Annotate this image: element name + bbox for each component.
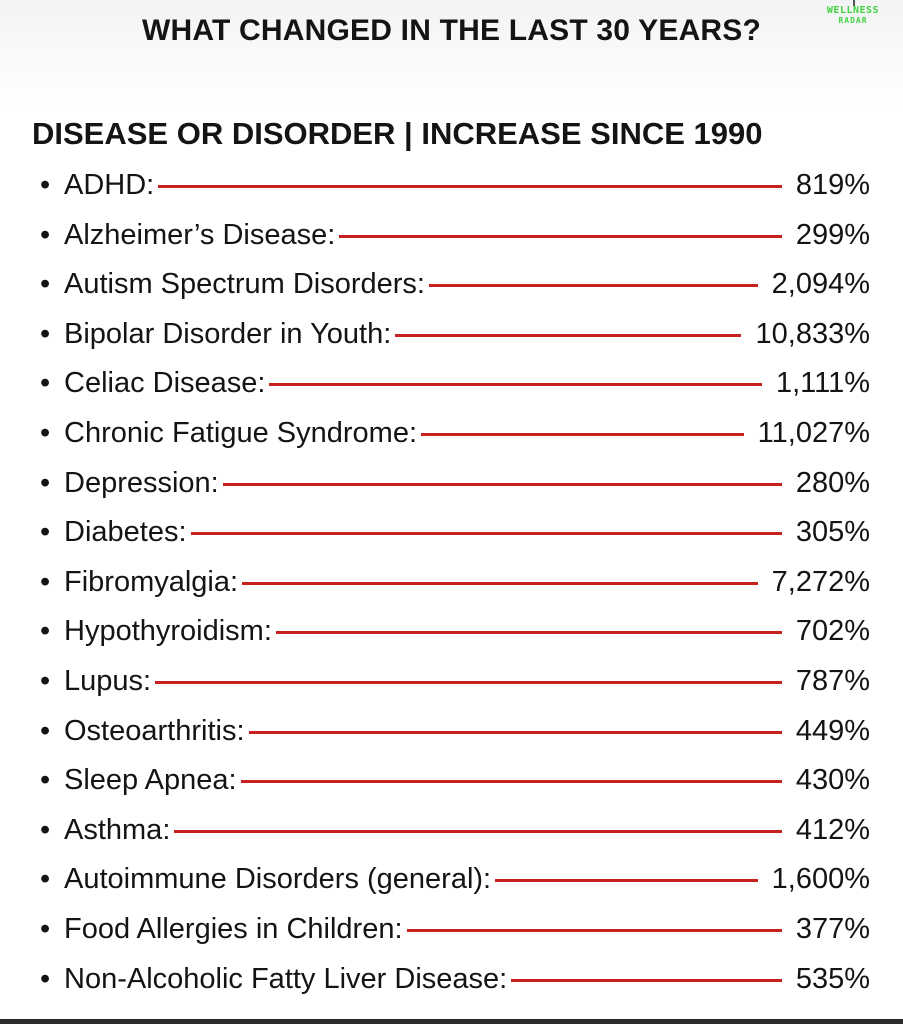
disease-label: Asthma: [64, 813, 171, 846]
leader-line [429, 284, 758, 287]
list-item [40, 408, 870, 458]
disease-label: Alzheimer’s Disease: [64, 218, 336, 251]
bullet-mark: • [40, 466, 51, 499]
increase-value: 10,833% [755, 317, 870, 350]
list-item [40, 309, 870, 359]
list-item [40, 904, 870, 954]
list-item [40, 210, 870, 260]
increase-value: 299% [795, 218, 870, 251]
disease-label: Autoimmune Disorders (general): [64, 863, 492, 896]
bullet-mark: • [40, 516, 51, 549]
leader-line [421, 433, 744, 436]
disease-label: Depression: [64, 466, 219, 499]
leader-line [511, 979, 782, 982]
bullet-mark: • [40, 565, 51, 598]
bullet-mark: • [40, 913, 51, 945]
disease-label: Sleep Apnea: [64, 764, 237, 797]
bullet-mark: • [40, 317, 51, 350]
increase-value: 7,272% [771, 565, 870, 598]
disease-label: Diabetes: [64, 516, 187, 549]
leader-line [339, 235, 782, 238]
leader-line [223, 483, 782, 486]
page-title: WHAT CHANGED IN THE LAST 30 YEARS? [141, 14, 762, 47]
brand-logo [812, 6, 894, 36]
leader-line [158, 185, 782, 188]
disease-label: Non-Alcoholic Fatty Liver Disease: [64, 962, 508, 995]
leader-line [191, 532, 782, 535]
increase-value: 11,027% [757, 417, 870, 449]
list-item [40, 557, 870, 607]
bullet-mark: • [40, 863, 51, 896]
leader-line [395, 334, 741, 337]
disease-label: Hypothyroidism: [64, 615, 272, 648]
disease-label: ADHD: [64, 169, 155, 201]
leader-line [276, 631, 782, 634]
increase-value: 702% [795, 615, 870, 648]
leader-line [174, 830, 782, 833]
bullet-mark: • [40, 367, 51, 400]
increase-value: 787% [795, 665, 870, 697]
increase-value: 377% [795, 913, 870, 945]
increase-value: 1,600% [771, 863, 870, 896]
leader-line [495, 879, 758, 882]
disease-label: Lupus: [64, 665, 152, 697]
list-item [40, 606, 870, 656]
disease-label: Fibromyalgia: [64, 565, 239, 598]
list-item [40, 458, 870, 508]
list-item [40, 706, 870, 756]
bullet-mark: • [40, 714, 51, 747]
bullet-mark: • [40, 268, 51, 301]
list-item [40, 954, 870, 1004]
increase-value: 305% [795, 516, 870, 549]
increase-value: 1,111% [775, 367, 870, 400]
list-item [40, 507, 870, 557]
list-item [40, 656, 870, 706]
bullet-mark: • [40, 169, 51, 201]
leader-line [249, 731, 782, 734]
bullet-mark: • [40, 764, 51, 797]
leader-line [155, 681, 782, 684]
logo-line-2: RADAR [838, 16, 868, 25]
disease-label: Chronic Fatigue Syndrome: [64, 417, 417, 449]
table-header: DISEASE OR DISORDER | INCREASE SINCE 1990 [32, 116, 763, 151]
bullet-mark: • [40, 218, 51, 251]
list-item [40, 259, 870, 309]
increase-value: 412% [795, 813, 870, 846]
list-item [40, 358, 870, 408]
bullet-mark: • [40, 665, 51, 697]
list-item [40, 854, 870, 904]
leader-line [241, 780, 782, 783]
disease-label: Food Allergies in Children: [64, 913, 403, 945]
bullet-mark: • [40, 417, 51, 449]
disease-label: Celiac Disease: [64, 367, 266, 400]
disease-label: Autism Spectrum Disorders: [64, 268, 425, 301]
bullet-mark: • [40, 962, 51, 995]
bullet-mark: • [40, 615, 51, 648]
leader-line [242, 582, 758, 585]
bullet-mark: • [40, 813, 51, 846]
increase-value: 449% [795, 714, 870, 747]
leader-line [407, 929, 782, 932]
disease-label: Osteoarthritis: [64, 714, 245, 747]
bottom-border [0, 1019, 903, 1024]
list-item [40, 805, 870, 855]
increase-value: 819% [795, 169, 870, 201]
disease-label: Bipolar Disorder in Youth: [64, 317, 392, 350]
increase-value: 430% [795, 764, 870, 797]
list-item [40, 160, 870, 210]
increase-value: 535% [795, 962, 870, 995]
increase-value: 2,094% [771, 268, 870, 301]
increase-value: 280% [795, 466, 870, 499]
list-item [40, 755, 870, 805]
logo-line-1: WELLNESS [826, 5, 880, 16]
leader-line [269, 383, 762, 386]
